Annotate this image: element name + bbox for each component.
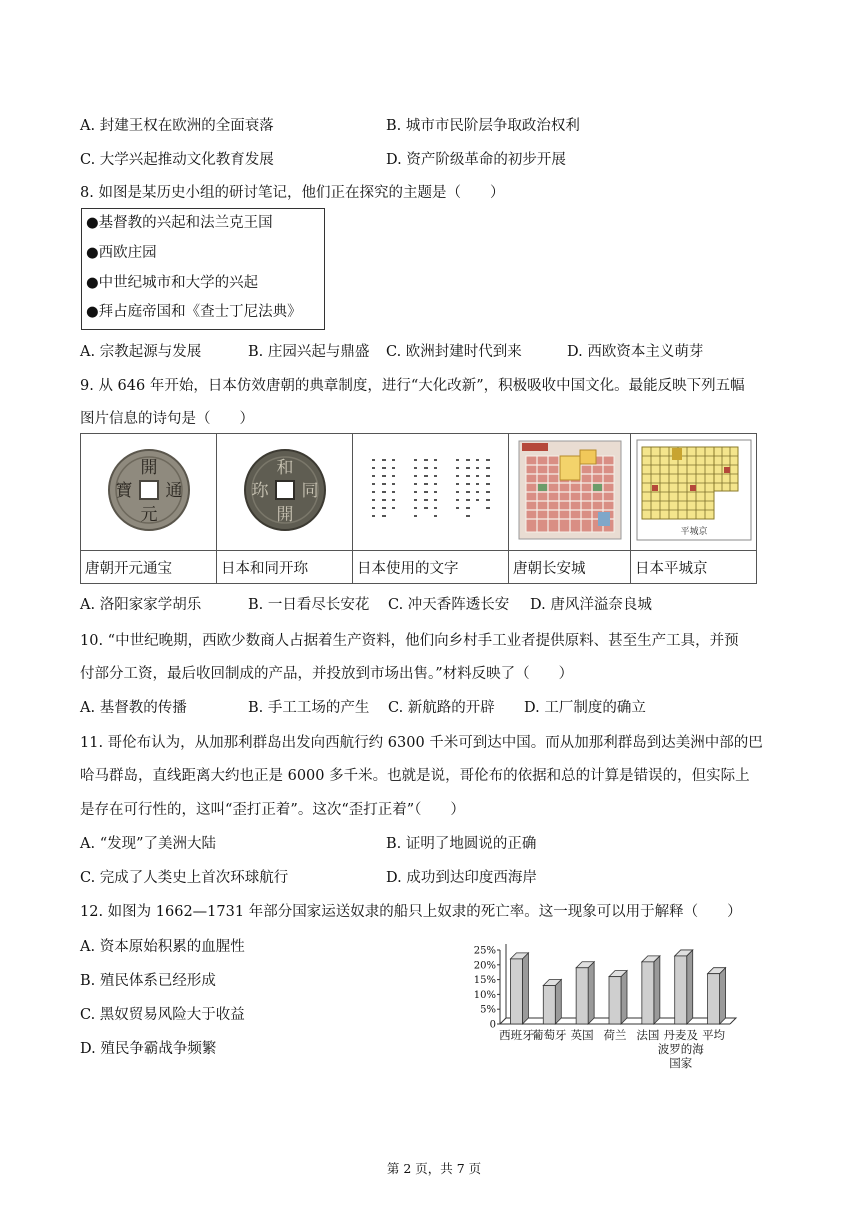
note-item: ●拜占庭帝国和《查士丁尼法典》 [86, 304, 302, 320]
japanese-script-image [353, 434, 509, 551]
changan-map-image [509, 434, 631, 551]
wadokaichin-coin-icon [243, 448, 327, 532]
coin-char: 同 [301, 481, 318, 501]
kaiyuan-coin-icon [107, 448, 191, 532]
bar [543, 986, 555, 1024]
x-tick-label: 平均 [702, 1028, 726, 1042]
q9-stem-line1: 9. 从 646 年开始，日本仿效唐朝的典章制度，进行“大化改新”，积极吸收中国文化。最能反映下列五幅 [80, 378, 745, 394]
q7-option-b: B. 城市市民阶层争取政治权利 [386, 118, 580, 134]
bar-side [555, 980, 561, 1024]
q7-option-d: D. 资产阶级革命的初步开展 [386, 152, 566, 168]
x-tick-label: 西班牙 [499, 1028, 534, 1042]
q11-option-d: D. 成功到达印度西海岸 [386, 870, 537, 886]
q9-stem-line2: 图片信息的诗句是（ ） [80, 411, 254, 427]
kaiyuan-coin-image [81, 434, 217, 551]
wadokaichin-coin-image [217, 434, 353, 551]
y-tick-label: 5% [480, 1004, 496, 1016]
coin-char: 元 [140, 505, 157, 525]
x-tick-label: 荷兰 [603, 1028, 627, 1042]
note-item: ●基督教的兴起和法兰克王国 [86, 215, 273, 231]
bar-side [522, 953, 528, 1024]
q12-stem: 12. 如图为 1662—1731 年部分国家运送奴隶的船只上奴隶的死亡率。这一现象可以用于解释（ ） [80, 904, 742, 920]
bar [576, 968, 588, 1024]
q8-stem: 8. 如图是某历史小组的研讨笔记，他们正在探究的主题是（ ） [80, 185, 505, 201]
q8-notes-box [81, 208, 325, 330]
x-tick-label: 国家 [669, 1056, 693, 1070]
q11-stem-line1: 11. 哥伦布认为，从加那利群岛出发向西航行约 6300 千米可到达中国。而从加那利群岛到达美洲中部的巴 [80, 735, 763, 751]
bar-side [621, 971, 627, 1024]
note-item: ●西欧庄园 [86, 245, 157, 261]
q11-option-b: B. 证明了地圆说的正确 [386, 836, 537, 852]
picture-caption: 日本和同开珎 [217, 551, 353, 584]
q10-stem-line1: 10. “中世纪晚期，西欧少数商人占据着生产资料，他们向乡村手工业者提供原料、甚至生产工具，并预 [80, 633, 739, 649]
q12-option-d: D. 殖民争霸战争频繁 [80, 1041, 217, 1057]
x-tick-label: 波罗的海 [657, 1042, 704, 1056]
bar [609, 977, 621, 1024]
bar-side [720, 968, 726, 1024]
x-tick-label: 丹麦及 [663, 1028, 698, 1042]
q8-option-d: D. 西欧资本主义萌芽 [567, 344, 704, 360]
note-item: ●中世纪城市和大学的兴起 [86, 275, 259, 291]
chart-axis-frame [500, 944, 506, 1024]
heijokyo-map-label: 平城京 [679, 527, 708, 537]
q10-option-a: A. 基督教的传播 [80, 700, 187, 716]
q10-stem-line2: 付部分工资，最后收回制成的产品，并投放到市场出售。”材料反映了（ ） [80, 666, 574, 682]
slave-mortality-bar-chart [466, 936, 740, 1076]
q9-picture-table [80, 433, 757, 584]
page-footer: 第 2 页，共 7 页 [386, 1161, 482, 1176]
bar [642, 962, 654, 1024]
coin-char: 寶 [115, 481, 132, 501]
q8-option-c: C. 欧洲封建时代到来 [386, 344, 522, 360]
q11-stem-line3: 是存在可行性的，这叫“歪打正着”。这次“歪打正着”（ ） [80, 802, 465, 818]
q7-option-c: C. 大学兴起推动文化教育发展 [80, 152, 274, 168]
y-tick-label: 20% [473, 960, 496, 972]
coin-char: 和 [276, 458, 293, 478]
x-tick-label: 法国 [636, 1028, 660, 1042]
picture-caption: 唐朝长安城 [509, 551, 631, 584]
q7-option-a: A. 封建王权在欧洲的全面衰落 [80, 118, 274, 134]
q10-option-b: B. 手工工场的产生 [248, 700, 370, 716]
y-tick-label: 25% [473, 945, 496, 957]
bar-side [588, 962, 594, 1024]
y-tick-label: 15% [473, 975, 496, 987]
coin-char: 開 [140, 458, 157, 478]
x-tick-label: 葡萄牙 [532, 1028, 567, 1042]
q8-option-b: B. 庄园兴起与鼎盛 [248, 344, 370, 360]
changan-city-map-icon [518, 440, 622, 540]
bar-side [654, 956, 660, 1024]
bar-side [687, 950, 693, 1024]
kana-chart-icon [366, 451, 496, 529]
coin-char: 開 [276, 505, 293, 525]
q8-option-a: A. 宗教起源与发展 [80, 344, 202, 360]
q10-option-c: C. 新航路的开辟 [388, 700, 495, 716]
q9-option-a: A. 洛阳家家学胡乐 [80, 597, 202, 613]
coin-char: 珎 [251, 481, 268, 501]
q9-option-d: D. 唐风洋溢奈良城 [530, 597, 652, 613]
q11-stem-line2: 哈马群岛，直线距离大约也正是 6000 多千米。也就是说，哥伦布的依据和总的计算是错误的，但实际上 [80, 768, 750, 784]
picture-caption: 日本平城京 [631, 551, 757, 584]
q11-option-a: A. “发现”了美洲大陆 [80, 836, 217, 852]
q9-option-b: B. 一日看尽长安花 [248, 597, 370, 613]
bar [675, 956, 687, 1024]
x-tick-label: 英国 [570, 1028, 594, 1042]
heijokyo-city-map-icon [636, 439, 752, 541]
q11-option-c: C. 完成了人类史上首次环球航行 [80, 870, 289, 886]
q12-option-a: A. 资本原始积累的血腥性 [80, 939, 245, 955]
heijokyo-map-image [631, 434, 757, 551]
picture-caption: 日本使用的文字 [353, 551, 509, 584]
bar [510, 959, 522, 1024]
q12-option-c: C. 黑奴贸易风险大于收益 [80, 1007, 245, 1023]
q9-option-c: C. 冲天香阵透长安 [388, 597, 510, 613]
q10-option-d: D. 工厂制度的确立 [524, 700, 646, 716]
y-tick-label: 10% [473, 989, 496, 1001]
q12-option-b: B. 殖民体系已经形成 [80, 973, 216, 989]
bar [708, 974, 720, 1024]
coin-char: 通 [165, 481, 182, 501]
picture-caption: 唐朝开元通宝 [81, 551, 217, 584]
y-tick-label: 0 [489, 1019, 496, 1031]
